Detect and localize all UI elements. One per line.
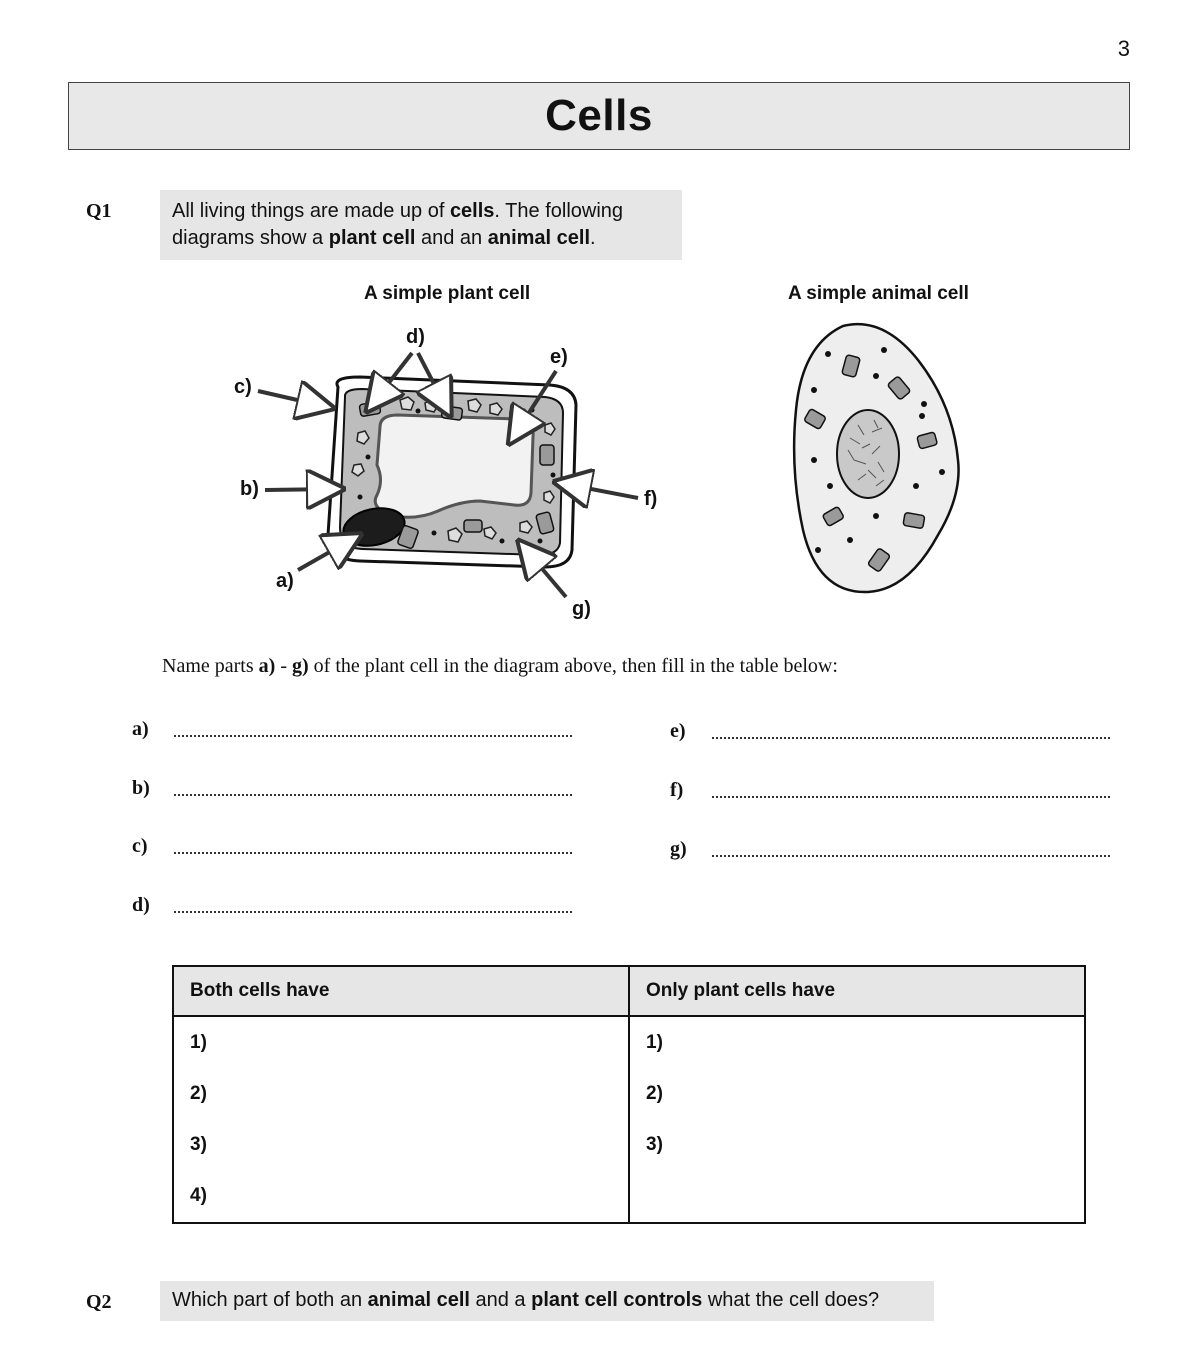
answer-line-b[interactable] [132, 777, 572, 800]
col-plant-only-cell[interactable] [629, 1016, 1085, 1223]
text-run: g) [291, 655, 309, 677]
label-e: e) [550, 346, 568, 368]
answer-label: d) [132, 894, 150, 916]
label-g: g) [572, 598, 591, 620]
list-item: 3) [646, 1134, 663, 1155]
text-run: a) [258, 655, 276, 677]
label-c: c) [234, 376, 252, 398]
q1-text [160, 190, 682, 260]
answer-line-e[interactable] [670, 720, 1110, 743]
page-number: 3 [1117, 36, 1130, 61]
plant-cell-diagram [220, 315, 680, 625]
answer-line-a[interactable] [132, 718, 572, 741]
answer-dots [174, 903, 572, 913]
text-run: and an [415, 227, 488, 249]
title-banner [68, 82, 1130, 150]
answer-dots [712, 847, 1110, 857]
col-both-header: Both cells have [173, 966, 629, 1016]
animal-nucleus [837, 410, 899, 498]
answer-line-c[interactable] [132, 835, 572, 858]
vacuole [375, 415, 533, 517]
label-a: a) [276, 570, 294, 592]
text-run: All living things are made up of [172, 200, 450, 222]
text-run: . [590, 227, 596, 249]
list-item: 4) [190, 1185, 207, 1206]
col-plant-only-header: Only plant cells have [629, 966, 1085, 1016]
list-item: 1) [190, 1032, 207, 1053]
list-item: 2) [190, 1083, 207, 1104]
text-run: animal cell [487, 227, 591, 249]
answer-dots [174, 844, 572, 854]
text-run: plant cell [328, 227, 416, 249]
text-run: plant cell [531, 1289, 618, 1311]
page-title: Cells [545, 91, 653, 140]
comparison-table [172, 965, 1086, 1224]
q2-text [160, 1281, 934, 1321]
text-run: and a [469, 1289, 532, 1311]
answer-label: g) [670, 838, 687, 860]
answer-label: b) [132, 777, 150, 799]
text-run: animal cell [367, 1289, 470, 1311]
q1-instruction [162, 655, 838, 678]
text-run: Which part of both an [172, 1289, 368, 1311]
animal-cell-diagram [788, 320, 968, 600]
text-run: Name parts [162, 655, 259, 677]
list-item: 2) [646, 1083, 663, 1104]
label-b: b) [240, 478, 259, 500]
label-f: f) [644, 488, 658, 510]
text-run: of the plant cell in the diagram above, then fill in the table below: [308, 655, 838, 677]
col-both-cell[interactable] [173, 1016, 629, 1223]
animal-cell-caption: A simple animal cell [788, 283, 969, 304]
answer-label: f) [670, 779, 684, 801]
answer-line-g[interactable] [670, 838, 1110, 861]
label-d: d) [406, 326, 425, 348]
list-item: 3) [190, 1134, 207, 1155]
text-run: what the cell does? [702, 1289, 880, 1311]
plant-cell-caption: A simple plant cell [364, 283, 531, 304]
text-run: controls [623, 1289, 703, 1311]
q1-number: Q1 [86, 200, 112, 222]
answer-dots [712, 788, 1110, 798]
q2-number: Q2 [86, 1291, 112, 1313]
list-item: 1) [646, 1032, 663, 1053]
text-run: cells [449, 200, 495, 222]
answer-label: a) [132, 718, 149, 740]
answer-dots [174, 727, 572, 737]
text-run: - [275, 655, 292, 677]
answer-dots [174, 786, 572, 796]
answer-label: e) [670, 720, 686, 742]
answer-line-d[interactable] [132, 894, 572, 917]
answer-label: c) [132, 835, 148, 857]
text-run: . The following diagrams show a [172, 200, 624, 249]
answer-dots [712, 729, 1110, 739]
answer-line-f[interactable] [670, 779, 1110, 802]
